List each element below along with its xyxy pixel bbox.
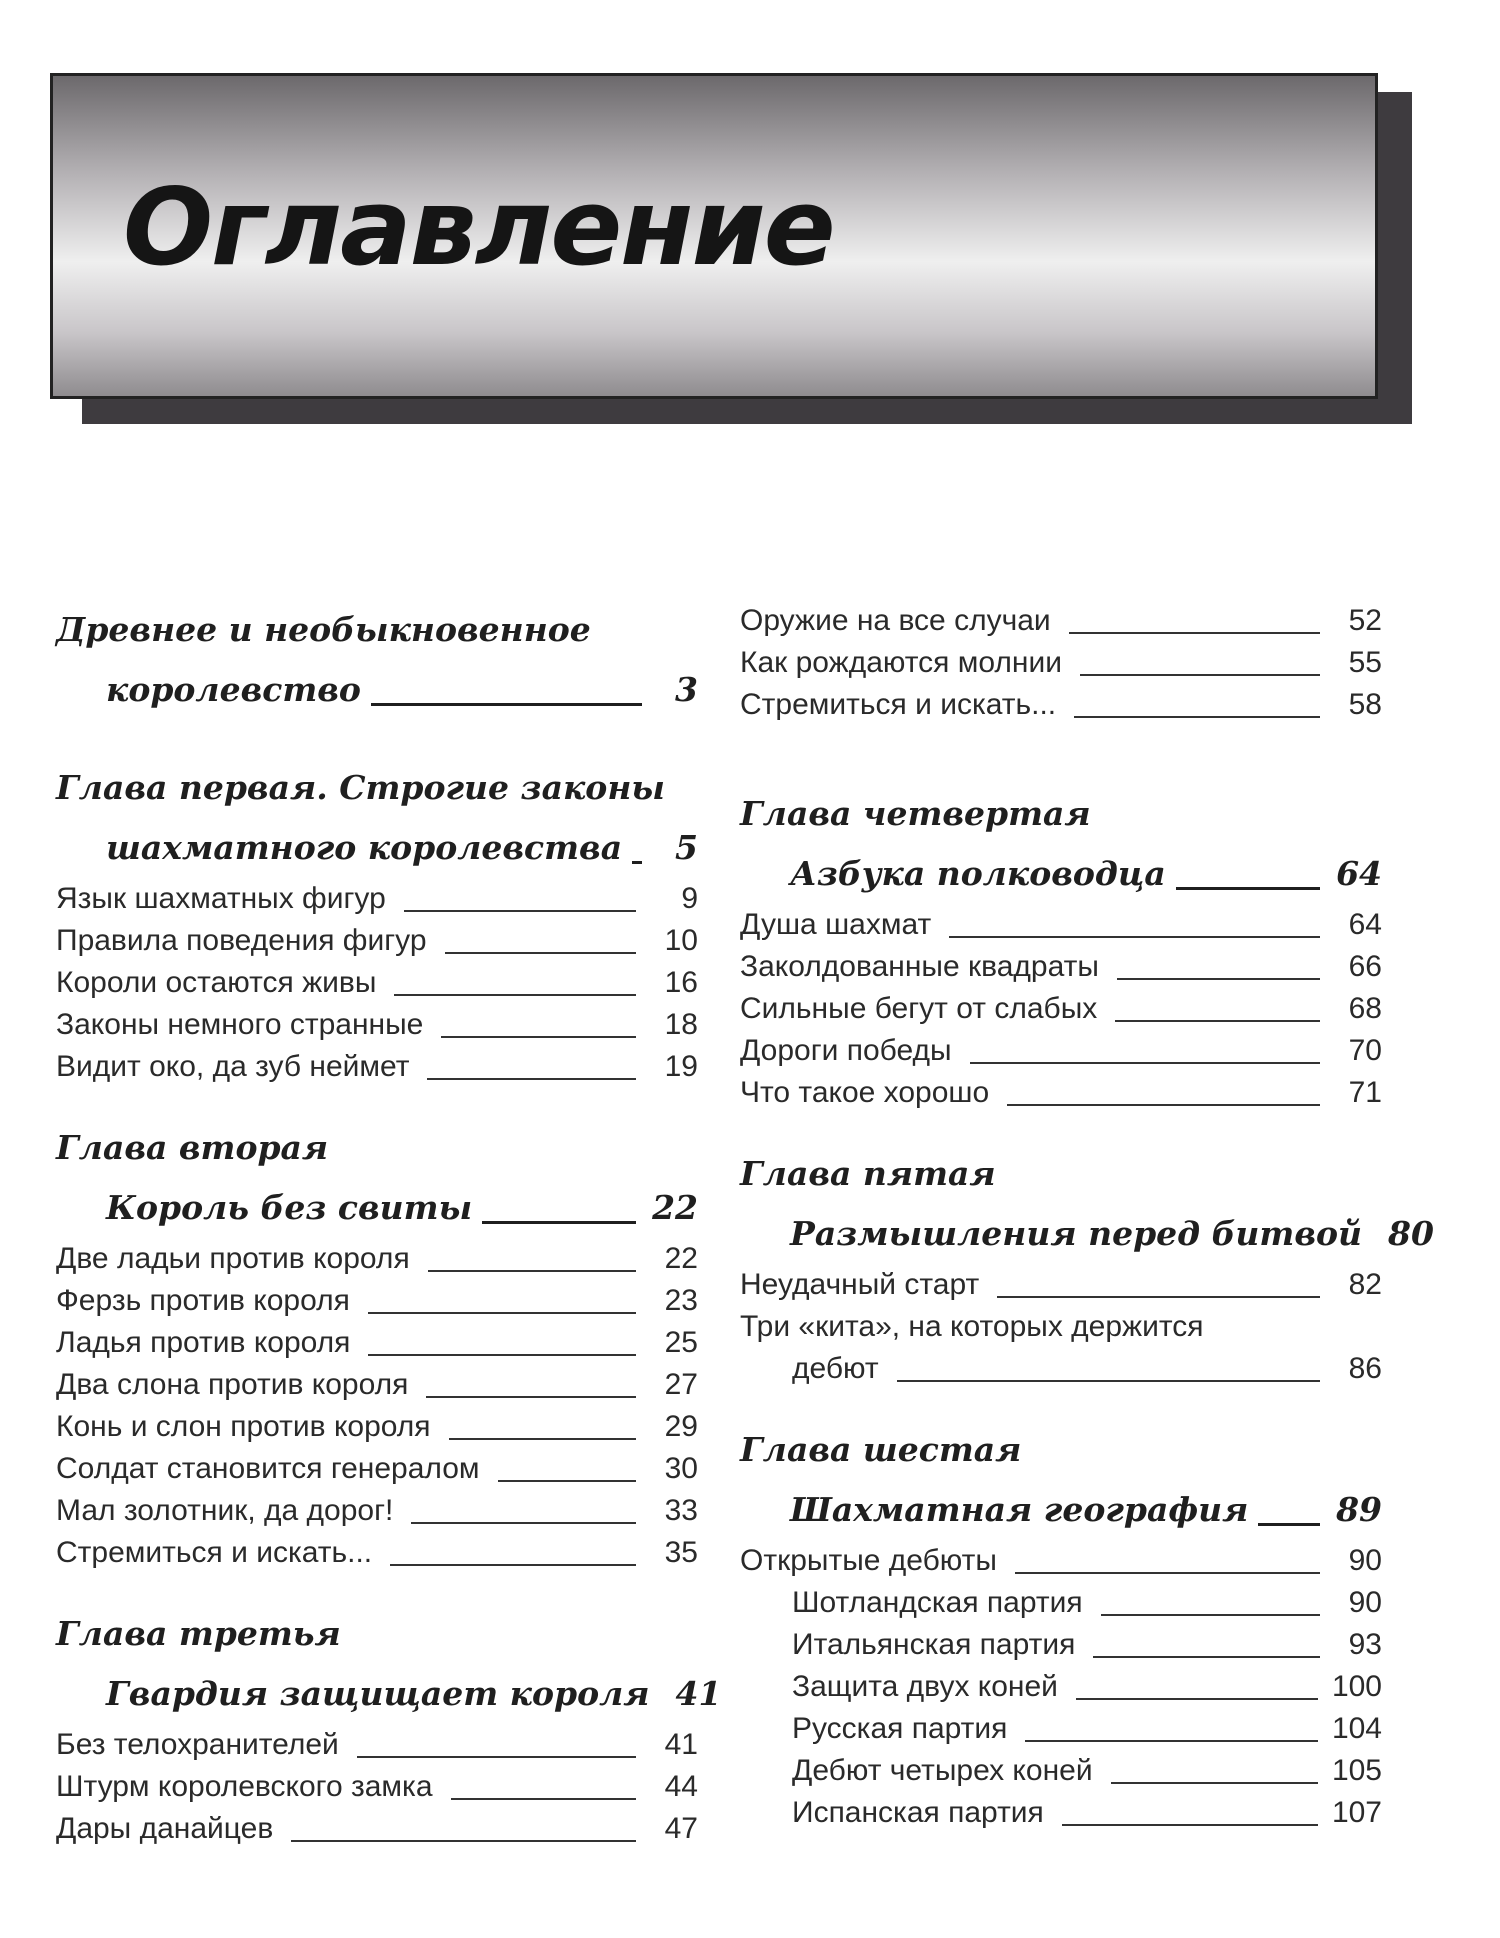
toc-entry-title: Мал золотник, да дорог! [56, 1494, 394, 1527]
toc-entry-page: 100 [1331, 1670, 1382, 1703]
toc-entry[interactable] [740, 904, 1382, 946]
leader-line [357, 1756, 636, 1758]
toc-entry-title: Заколдованные квадраты [740, 950, 1099, 983]
toc-entry-page: 68 [1348, 992, 1382, 1025]
toc-entry-page: 86 [1348, 1352, 1382, 1385]
toc-entry-title: Что такое хорошо [740, 1076, 990, 1109]
toc-sub-entry[interactable] [740, 1792, 1382, 1834]
leader-line [426, 1396, 636, 1398]
toc-entry-page: 52 [1348, 604, 1382, 637]
toc-entry-title: Сильные бегут от слабых [740, 992, 1098, 1025]
leader-line [632, 861, 642, 864]
toc-entry-title: Две ладьи против короля [56, 1242, 410, 1275]
toc-entry-title: Конь и слон против короля [56, 1410, 431, 1443]
toc-entry-page: 70 [1348, 1034, 1382, 1067]
toc-entry-wrapped-line1[interactable]: Три «кита», на которых держится [740, 1310, 1204, 1343]
toc-entry-page: 64 [1348, 908, 1382, 941]
chapter1-heading-line2 [56, 818, 698, 878]
intro-heading-line1: Древнее и необыкновенное [56, 610, 591, 649]
leader-line [445, 952, 636, 954]
toc-entry-title: Законы немного странные [56, 1008, 424, 1041]
toc-entry[interactable] [56, 1004, 698, 1046]
toc-entry[interactable] [740, 1264, 1382, 1306]
intro-heading-line2 [56, 660, 698, 720]
leader-line [1176, 887, 1320, 890]
toc-entry[interactable] [56, 1322, 698, 1364]
leader-line [1080, 674, 1320, 676]
toc-sub-entry[interactable] [740, 1582, 1382, 1624]
toc-entry[interactable] [56, 1808, 698, 1850]
toc-entry[interactable] [56, 1766, 698, 1808]
toc-entry-page: 41 [664, 1728, 698, 1761]
toc-entry-page: 66 [1348, 950, 1382, 983]
toc-entry-page: 22 [664, 1242, 698, 1275]
leader-line [897, 1380, 1320, 1382]
toc-entry[interactable] [740, 600, 1382, 642]
toc-entry[interactable] [740, 946, 1382, 988]
toc-entry-title: Язык шахматных фигур [56, 882, 386, 915]
toc-entry[interactable] [740, 1540, 1382, 1582]
chapter4-heading-line1: Глава четвертая [740, 794, 1091, 833]
toc-entry-page: 23 [664, 1284, 698, 1317]
leader-line [1111, 1782, 1318, 1784]
toc-entry-page: 90 [1348, 1544, 1382, 1577]
toc-entry-page: 58 [1348, 688, 1382, 721]
toc-entry-page: 90 [1348, 1586, 1382, 1619]
toc-entry[interactable] [56, 1238, 698, 1280]
chapter2-heading-line2 [56, 1178, 698, 1238]
chapter6-heading-line1: Глава шестая [740, 1430, 1022, 1469]
toc-left-column [56, 600, 722, 1850]
toc-entry-title: Стремиться и искать... [740, 688, 1057, 721]
toc-entry-page: 104 [1331, 1712, 1382, 1745]
toc-entry-title: Испанская партия [792, 1796, 1044, 1829]
leader-line [1062, 1824, 1318, 1826]
toc-entry[interactable] [56, 1280, 698, 1322]
toc-entry-page: 33 [664, 1494, 698, 1527]
toc-sub-entry[interactable] [740, 1750, 1382, 1792]
toc-entry-title: Короли остаются живы [56, 966, 377, 999]
chapter3-page: 41 [675, 1674, 722, 1713]
intro-heading-title: королевство [106, 670, 361, 709]
leader-line [427, 1078, 636, 1080]
toc-entry[interactable] [56, 1448, 698, 1490]
toc-entry-title: Стремиться и искать... [56, 1536, 373, 1569]
header-banner [50, 73, 1378, 399]
toc-entry[interactable] [740, 988, 1382, 1030]
chapter2-title: Король без свиты [106, 1188, 473, 1227]
toc-entry-page: 27 [664, 1368, 698, 1401]
leader-line [1025, 1740, 1318, 1742]
leader-line [1007, 1104, 1320, 1106]
leader-line [441, 1036, 636, 1038]
chapter2-page: 22 [652, 1188, 698, 1227]
toc-entry[interactable] [740, 1072, 1382, 1114]
toc-entry-title: Душа шахмат [740, 908, 932, 941]
leader-line [1115, 1020, 1320, 1022]
toc-entry-title: дебют [792, 1352, 879, 1385]
toc-entry-title: Штурм королевского замка [56, 1770, 433, 1803]
page-title: Оглавление [123, 166, 834, 289]
leader-line [368, 1354, 636, 1356]
toc-sub-entry[interactable] [740, 1666, 1382, 1708]
leader-line [394, 994, 636, 996]
leader-line [1258, 1523, 1320, 1526]
toc-entry[interactable] [740, 1030, 1382, 1072]
toc-entry-title: Как рождаются молнии [740, 646, 1062, 679]
toc-entry-page: 16 [664, 966, 698, 999]
chapter1-heading-line1: Глава первая. Строгие законы [56, 768, 665, 807]
chapter5-title: Размышления перед битвой [790, 1214, 1362, 1253]
chapter4-title: Азбука полководца [790, 854, 1166, 893]
toc-entry-page: 107 [1331, 1796, 1382, 1829]
chapter6-heading-line2 [740, 1480, 1382, 1540]
leader-line [1074, 716, 1320, 718]
chapter5-heading-line2 [740, 1204, 1434, 1264]
toc-entry-title: Два слона против короля [56, 1368, 409, 1401]
chapter4-page: 64 [1336, 854, 1382, 893]
toc-entry-page: 25 [664, 1326, 698, 1359]
leader-line [1076, 1698, 1318, 1700]
toc-entry[interactable] [56, 1490, 698, 1532]
chapter6-page: 89 [1336, 1490, 1382, 1529]
toc-entry[interactable] [56, 1532, 698, 1574]
toc-entry-page: 30 [664, 1452, 698, 1485]
chapter3-title: Гвардия защищает короля [106, 1674, 650, 1713]
leader-line [411, 1522, 636, 1524]
leader-line [949, 936, 1320, 938]
toc-entry-page: 55 [1348, 646, 1382, 679]
chapter2-heading-line1: Глава вторая [56, 1128, 329, 1167]
leader-line [970, 1062, 1320, 1064]
toc-entry[interactable] [740, 642, 1382, 684]
toc-entry-title: Дебют четырех коней [792, 1754, 1093, 1787]
chapter3-heading-line2 [56, 1664, 722, 1724]
toc-entry-page: 44 [664, 1770, 698, 1803]
toc-entry-page: 82 [1348, 1268, 1382, 1301]
leader-line [371, 703, 642, 706]
toc-entry-wrapped-line2[interactable] [740, 1348, 1382, 1390]
toc-entry-title: Итальянская партия [792, 1628, 1076, 1661]
toc-entry-title: Правила поведения фигур [56, 924, 427, 957]
leader-line [404, 910, 636, 912]
toc-entry-page: 29 [664, 1410, 698, 1443]
toc-entry-page: 47 [664, 1812, 698, 1845]
toc-entry[interactable] [56, 1046, 698, 1088]
toc-sub-entry[interactable] [740, 1708, 1382, 1750]
toc-entry-page: 18 [664, 1008, 698, 1041]
chapter5-page: 80 [1388, 1214, 1434, 1253]
intro-page: 3 [675, 670, 698, 709]
chapter5-heading-line1: Глава пятая [740, 1154, 996, 1193]
toc-entry-page: 71 [1348, 1076, 1382, 1109]
leader-line [498, 1480, 636, 1482]
toc-entry[interactable] [56, 1406, 698, 1448]
leader-line [368, 1312, 636, 1314]
toc-entry[interactable] [56, 920, 698, 962]
leader-line [1093, 1656, 1320, 1658]
toc-right-column [740, 600, 1434, 1834]
toc-entry-title: Оружие на все случаи [740, 604, 1051, 637]
chapter3-heading-line1: Глава третья [56, 1614, 341, 1653]
leader-line [449, 1438, 636, 1440]
leader-line [291, 1840, 636, 1842]
toc-sub-entry[interactable] [740, 1624, 1382, 1666]
leader-line [1101, 1614, 1320, 1616]
leader-line [1015, 1572, 1320, 1574]
leader-line [428, 1270, 636, 1272]
toc-entry-page: 10 [664, 924, 698, 957]
toc-entry[interactable] [56, 1724, 698, 1766]
leader-line [997, 1296, 1320, 1298]
leader-line [1117, 978, 1320, 980]
toc-entry[interactable] [56, 1364, 698, 1406]
toc-entry-title: Открытые дебюты [740, 1544, 997, 1577]
toc-entry-page: 9 [681, 882, 698, 915]
toc-entry-title: Неудачный старт [740, 1268, 980, 1301]
toc-entry-title: Русская партия [792, 1712, 1008, 1745]
toc-entry-page: 19 [664, 1050, 698, 1083]
toc-entry[interactable] [56, 962, 698, 1004]
leader-line [482, 1221, 636, 1224]
toc-entry-title: Ферзь против короля [56, 1284, 350, 1317]
toc-entry[interactable] [740, 684, 1382, 726]
toc-entry-title: Солдат становится генералом [56, 1452, 480, 1485]
toc-entry[interactable] [56, 878, 698, 920]
toc-entry-title: Дороги победы [740, 1034, 952, 1067]
chapter6-title: Шахматная география [790, 1490, 1249, 1529]
toc-entry-page: 93 [1348, 1628, 1382, 1661]
toc-entry-title: Шотландская партия [792, 1586, 1083, 1619]
chapter4-heading-line2 [740, 844, 1382, 904]
toc-entry-title: Без телохранителей [56, 1728, 339, 1761]
leader-line [390, 1564, 636, 1566]
chapter1-page: 5 [675, 828, 698, 867]
toc-entry-title: Ладья против короля [56, 1326, 351, 1359]
toc-entry-title: Видит око, да зуб неймет [56, 1050, 410, 1083]
leader-line [1069, 632, 1320, 634]
toc-entry-page: 35 [664, 1536, 698, 1569]
toc-entry-page: 105 [1331, 1754, 1382, 1787]
toc-entry-title: Защита двух коней [792, 1670, 1058, 1703]
chapter1-title: шахматного королевства [106, 828, 623, 867]
leader-line [451, 1798, 636, 1800]
toc-entry-title: Дары данайцев [56, 1812, 274, 1845]
